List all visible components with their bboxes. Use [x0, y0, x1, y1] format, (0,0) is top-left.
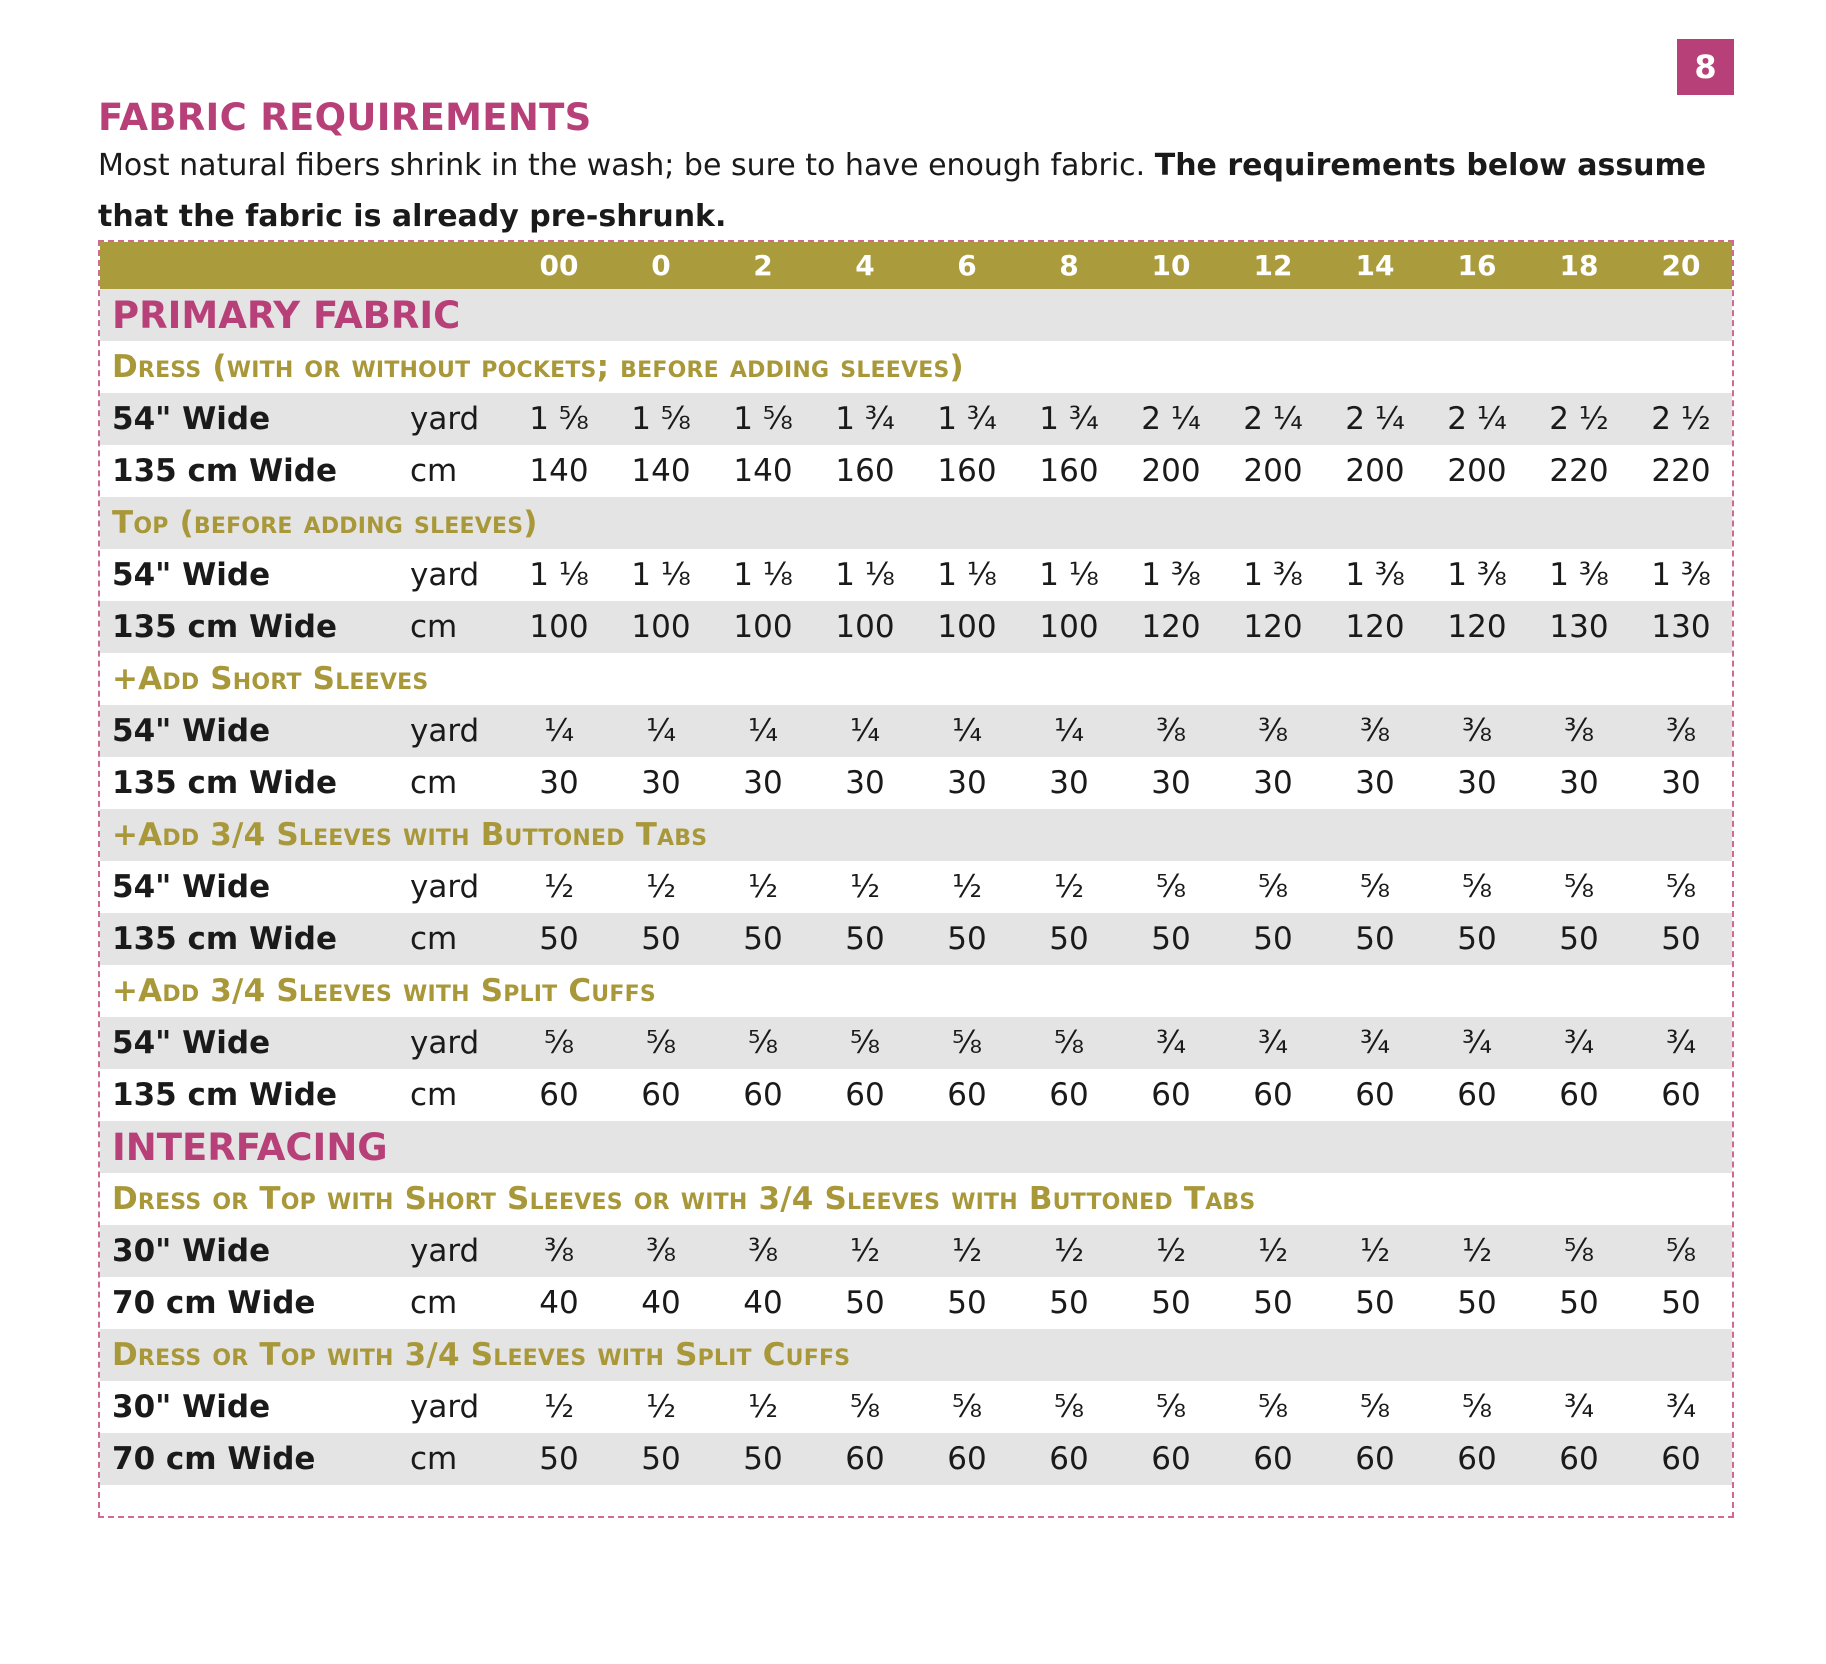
group-header-row	[100, 341, 1732, 393]
amount-cell-size-8: 50	[1049, 1285, 1089, 1321]
width-label: 30" Wide	[112, 1389, 271, 1425]
page-number: 8	[1677, 39, 1734, 95]
unit-label: cm	[410, 765, 458, 801]
amount-cell-size-00: 30	[539, 765, 579, 801]
amount-cell-size-6: 60	[947, 1441, 987, 1477]
amount-cell-size-10: ⅝	[1155, 1389, 1187, 1425]
fabric-requirements-table	[98, 240, 1734, 1518]
width-label: 54" Wide	[112, 557, 271, 593]
amount-cell-size-20: 50	[1661, 1285, 1701, 1321]
amount-cell-size-6: 50	[947, 1285, 987, 1321]
amount-cell-size-12: 50	[1253, 921, 1293, 957]
amount-cell-size-20: 220	[1651, 453, 1711, 489]
amount-cell-size-12: 50	[1253, 1285, 1293, 1321]
amount-cell-size-0: 30	[641, 765, 681, 801]
amount-cell-size-00: 60	[539, 1077, 579, 1113]
amount-cell-size-00: 100	[529, 609, 589, 645]
amount-cell-size-6: 100	[937, 609, 997, 645]
amount-cell-size-2: 100	[733, 609, 793, 645]
table-row	[100, 1381, 1732, 1433]
amount-cell-size-4: ⅝	[849, 1389, 881, 1425]
amount-cell-size-16: 50	[1457, 921, 1497, 957]
amount-cell-size-10: 50	[1151, 1285, 1191, 1321]
table-row	[100, 601, 1732, 653]
intro-text: Most natural fibers shrink in the wash; be sure to have enough fabric.	[98, 148, 1155, 183]
section-header-row	[100, 1121, 1732, 1173]
unit-label: cm	[410, 921, 458, 957]
amount-cell-size-20: 50	[1661, 921, 1701, 957]
amount-cell-size-00: 1 ⅛	[529, 557, 589, 593]
amount-cell-size-8: ½	[1053, 1233, 1085, 1269]
amount-cell-size-0: 40	[641, 1285, 681, 1321]
width-label: 54" Wide	[112, 1025, 271, 1061]
amount-cell-size-16: 60	[1457, 1077, 1497, 1113]
group-title: Dress or Top with 3/4 Sleeves with Split Cuffs	[112, 1337, 851, 1373]
amount-cell-size-12: 120	[1243, 609, 1303, 645]
amount-cell-size-00: ⅜	[543, 1233, 575, 1269]
table-row	[100, 549, 1732, 601]
amount-cell-size-6: 60	[947, 1077, 987, 1113]
size-header-20: 20	[1661, 249, 1701, 282]
amount-cell-size-20: 60	[1661, 1441, 1701, 1477]
page-title: FABRIC REQUIREMENTS	[98, 96, 592, 139]
width-label: 54" Wide	[112, 401, 271, 437]
amount-cell-size-8: ½	[1053, 869, 1085, 905]
amount-cell-size-14: 120	[1345, 609, 1405, 645]
amount-cell-size-2: ⅜	[747, 1233, 779, 1269]
amount-cell-size-00: 40	[539, 1285, 579, 1321]
amount-cell-size-20: ⅝	[1665, 1233, 1697, 1269]
group-header-row	[100, 1173, 1732, 1225]
amount-cell-size-2: 60	[743, 1077, 783, 1113]
amount-cell-size-14: 30	[1355, 765, 1395, 801]
amount-cell-size-10: ⅝	[1155, 869, 1187, 905]
amount-cell-size-10: ¾	[1155, 1025, 1187, 1061]
amount-cell-size-0: 1 ⅛	[631, 557, 691, 593]
unit-label: yard	[410, 557, 480, 593]
amount-cell-size-2: ½	[747, 1389, 779, 1425]
amount-cell-size-2: 40	[743, 1285, 783, 1321]
amount-cell-size-4: 1 ⅛	[835, 557, 895, 593]
amount-cell-size-16: 200	[1447, 453, 1507, 489]
amount-cell-size-18: 1 ⅜	[1549, 557, 1609, 593]
size-header-18: 18	[1559, 249, 1599, 282]
amount-cell-size-18: 130	[1549, 609, 1609, 645]
amount-cell-size-8: ⅝	[1053, 1389, 1085, 1425]
amount-cell-size-12: 30	[1253, 765, 1293, 801]
amount-cell-size-20: ⅜	[1665, 713, 1697, 749]
amount-cell-size-2: ⅝	[747, 1025, 779, 1061]
amount-cell-size-10: 2 ¼	[1141, 401, 1201, 437]
unit-label: yard	[410, 401, 480, 437]
amount-cell-size-12: ⅜	[1257, 713, 1289, 749]
table-row	[100, 861, 1732, 913]
amount-cell-size-10: ½	[1155, 1233, 1187, 1269]
table-row	[100, 1277, 1732, 1329]
intro-paragraph	[98, 140, 1738, 242]
amount-cell-size-20: 2 ½	[1651, 401, 1711, 437]
amount-cell-size-14: ⅝	[1359, 869, 1391, 905]
table-row	[100, 913, 1732, 965]
amount-cell-size-4: ½	[849, 1233, 881, 1269]
size-header-10: 10	[1151, 249, 1191, 282]
amount-cell-size-0: ⅝	[645, 1025, 677, 1061]
amount-cell-size-14: 200	[1345, 453, 1405, 489]
unit-label: cm	[410, 609, 458, 645]
group-title: +Add 3/4 Sleeves with Split Cuffs	[112, 973, 656, 1009]
amount-cell-size-2: 140	[733, 453, 793, 489]
amount-cell-size-8: 50	[1049, 921, 1089, 957]
unit-label: cm	[410, 1077, 458, 1113]
section-title: PRIMARY FABRIC	[112, 293, 461, 337]
section-title: INTERFACING	[112, 1125, 388, 1169]
amount-cell-size-14: ⅜	[1359, 713, 1391, 749]
unit-label: yard	[410, 713, 480, 749]
amount-cell-size-00: 50	[539, 1441, 579, 1477]
amount-cell-size-8: 1 ⅛	[1039, 557, 1099, 593]
amount-cell-size-18: 30	[1559, 765, 1599, 801]
amount-cell-size-0: 100	[631, 609, 691, 645]
size-header-6: 6	[957, 249, 977, 282]
amount-cell-size-6: ⅝	[951, 1025, 983, 1061]
amount-cell-size-12: 60	[1253, 1077, 1293, 1113]
amount-cell-size-4: 30	[845, 765, 885, 801]
amount-cell-size-4: 60	[845, 1077, 885, 1113]
amount-cell-size-6: ½	[951, 869, 983, 905]
amount-cell-size-6: 50	[947, 921, 987, 957]
table-row	[100, 1069, 1732, 1121]
amount-cell-size-14: 2 ¼	[1345, 401, 1405, 437]
amount-cell-size-10: ⅜	[1155, 713, 1187, 749]
amount-cell-size-12: ⅝	[1257, 869, 1289, 905]
amount-cell-size-16: 50	[1457, 1285, 1497, 1321]
amount-cell-size-8: 100	[1039, 609, 1099, 645]
amount-cell-size-16: 30	[1457, 765, 1497, 801]
amount-cell-size-00: ¼	[543, 713, 575, 749]
amount-cell-size-10: 60	[1151, 1077, 1191, 1113]
amount-cell-size-12: 2 ¼	[1243, 401, 1303, 437]
amount-cell-size-18: 60	[1559, 1077, 1599, 1113]
amount-cell-size-00: 50	[539, 921, 579, 957]
amount-cell-size-6: ⅝	[951, 1389, 983, 1425]
amount-cell-size-4: 60	[845, 1441, 885, 1477]
amount-cell-size-14: ¾	[1359, 1025, 1391, 1061]
amount-cell-size-0: ½	[645, 1389, 677, 1425]
size-header-0: 0	[651, 249, 671, 282]
amount-cell-size-4: 100	[835, 609, 895, 645]
amount-cell-size-16: ½	[1461, 1233, 1493, 1269]
amount-cell-size-0: 50	[641, 1441, 681, 1477]
amount-cell-size-16: 1 ⅜	[1447, 557, 1507, 593]
amount-cell-size-0: ⅜	[645, 1233, 677, 1269]
amount-cell-size-0: 1 ⅝	[631, 401, 691, 437]
amount-cell-size-6: 1 ¾	[937, 401, 997, 437]
group-header-row	[100, 965, 1732, 1017]
amount-cell-size-00: 140	[529, 453, 589, 489]
width-label: 70 cm Wide	[112, 1441, 316, 1477]
amount-cell-size-10: 120	[1141, 609, 1201, 645]
amount-cell-size-8: 60	[1049, 1077, 1089, 1113]
amount-cell-size-6: 30	[947, 765, 987, 801]
amount-cell-size-14: 50	[1355, 1285, 1395, 1321]
amount-cell-size-20: ¾	[1665, 1025, 1697, 1061]
amount-cell-size-6: 160	[937, 453, 997, 489]
group-header-row	[100, 1329, 1732, 1381]
section-header-row	[100, 289, 1732, 341]
amount-cell-size-14: 50	[1355, 921, 1395, 957]
size-header-16: 16	[1457, 249, 1497, 282]
amount-cell-size-12: 1 ⅜	[1243, 557, 1303, 593]
header-label-cell	[100, 242, 400, 289]
amount-cell-size-4: ¼	[849, 713, 881, 749]
amount-cell-size-0: 60	[641, 1077, 681, 1113]
group-header-row	[100, 653, 1732, 705]
requirements-grid	[100, 242, 1732, 1485]
width-label: 70 cm Wide	[112, 1285, 316, 1321]
width-label: 54" Wide	[112, 869, 271, 905]
amount-cell-size-14: ⅝	[1359, 1389, 1391, 1425]
amount-cell-size-10: 1 ⅜	[1141, 557, 1201, 593]
amount-cell-size-18: ¾	[1563, 1389, 1595, 1425]
unit-label: yard	[410, 1025, 480, 1061]
amount-cell-size-8: 160	[1039, 453, 1099, 489]
amount-cell-size-6: 1 ⅛	[937, 557, 997, 593]
width-label: 54" Wide	[112, 713, 271, 749]
size-header-12: 12	[1253, 249, 1293, 282]
amount-cell-size-00: ½	[543, 1389, 575, 1425]
unit-label: cm	[410, 1285, 458, 1321]
group-title: +Add 3/4 Sleeves with Buttoned Tabs	[112, 817, 708, 853]
size-header-14: 14	[1355, 249, 1395, 282]
width-label: 135 cm Wide	[112, 921, 338, 957]
amount-cell-size-16: ⅜	[1461, 713, 1493, 749]
table-row	[100, 445, 1732, 497]
amount-cell-size-14: 60	[1355, 1441, 1395, 1477]
width-label: 30" Wide	[112, 1233, 271, 1269]
amount-cell-size-20: ⅝	[1665, 869, 1697, 905]
width-label: 135 cm Wide	[112, 453, 338, 489]
size-header-8: 8	[1059, 249, 1079, 282]
size-header-00: 00	[539, 249, 579, 282]
amount-cell-size-18: 2 ½	[1549, 401, 1609, 437]
width-label: 135 cm Wide	[112, 609, 338, 645]
amount-cell-size-18: ⅝	[1563, 869, 1595, 905]
amount-cell-size-4: ⅝	[849, 1025, 881, 1061]
amount-cell-size-8: 1 ¾	[1039, 401, 1099, 437]
amount-cell-size-18: 60	[1559, 1441, 1599, 1477]
header-unit-cell	[400, 242, 508, 289]
amount-cell-size-2: ½	[747, 869, 779, 905]
group-title: Dress or Top with Short Sleeves or with 3/4 Sleeves with Buttoned Tabs	[112, 1181, 1256, 1217]
table-row	[100, 393, 1732, 445]
amount-cell-size-0: 50	[641, 921, 681, 957]
amount-cell-size-6: ¼	[951, 713, 983, 749]
amount-cell-size-18: ⅜	[1563, 713, 1595, 749]
amount-cell-size-4: 160	[835, 453, 895, 489]
group-title: Dress (with or without pockets; before adding sleeves)	[112, 349, 964, 385]
amount-cell-size-4: 50	[845, 1285, 885, 1321]
amount-cell-size-2: 50	[743, 921, 783, 957]
table-row	[100, 757, 1732, 809]
table-row	[100, 1017, 1732, 1069]
unit-label: yard	[410, 869, 480, 905]
amount-cell-size-16: 120	[1447, 609, 1507, 645]
amount-cell-size-16: 2 ¼	[1447, 401, 1507, 437]
amount-cell-size-18: 50	[1559, 921, 1599, 957]
unit-label: yard	[410, 1233, 480, 1269]
group-header-row	[100, 809, 1732, 861]
amount-cell-size-2: ¼	[747, 713, 779, 749]
group-title: Top (before adding sleeves)	[112, 505, 538, 541]
amount-cell-size-2: 50	[743, 1441, 783, 1477]
table-row	[100, 1433, 1732, 1485]
amount-cell-size-18: 220	[1549, 453, 1609, 489]
amount-cell-size-16: ⅝	[1461, 1389, 1493, 1425]
amount-cell-size-20: 1 ⅜	[1651, 557, 1711, 593]
amount-cell-size-4: 1 ¾	[835, 401, 895, 437]
width-label: 135 cm Wide	[112, 1077, 338, 1113]
amount-cell-size-10: 60	[1151, 1441, 1191, 1477]
amount-cell-size-20: 130	[1651, 609, 1711, 645]
amount-cell-size-0: ½	[645, 869, 677, 905]
amount-cell-size-16: ⅝	[1461, 869, 1493, 905]
amount-cell-size-8: ¼	[1053, 713, 1085, 749]
amount-cell-size-12: ¾	[1257, 1025, 1289, 1061]
amount-cell-size-14: ½	[1359, 1233, 1391, 1269]
amount-cell-size-20: ¾	[1665, 1389, 1697, 1425]
amount-cell-size-8: 60	[1049, 1441, 1089, 1477]
amount-cell-size-18: 50	[1559, 1285, 1599, 1321]
table-row	[100, 1225, 1732, 1277]
unit-label: cm	[410, 453, 458, 489]
amount-cell-size-12: ⅝	[1257, 1389, 1289, 1425]
size-header-row	[100, 242, 1732, 289]
group-title: +Add Short Sleeves	[112, 661, 429, 697]
amount-cell-size-20: 30	[1661, 765, 1701, 801]
amount-cell-size-16: 60	[1457, 1441, 1497, 1477]
amount-cell-size-12: ½	[1257, 1233, 1289, 1269]
amount-cell-size-10: 200	[1141, 453, 1201, 489]
amount-cell-size-12: 60	[1253, 1441, 1293, 1477]
amount-cell-size-0: 140	[631, 453, 691, 489]
amount-cell-size-10: 30	[1151, 765, 1191, 801]
amount-cell-size-4: 50	[845, 921, 885, 957]
amount-cell-size-10: 50	[1151, 921, 1191, 957]
size-header-4: 4	[855, 249, 875, 282]
amount-cell-size-00: ½	[543, 869, 575, 905]
group-header-row	[100, 497, 1732, 549]
unit-label: yard	[410, 1389, 480, 1425]
amount-cell-size-00: 1 ⅝	[529, 401, 589, 437]
amount-cell-size-14: 1 ⅜	[1345, 557, 1405, 593]
amount-cell-size-20: 60	[1661, 1077, 1701, 1113]
size-header-2: 2	[753, 249, 773, 282]
amount-cell-size-6: ½	[951, 1233, 983, 1269]
amount-cell-size-14: 60	[1355, 1077, 1395, 1113]
amount-cell-size-16: ¾	[1461, 1025, 1493, 1061]
amount-cell-size-2: 1 ⅝	[733, 401, 793, 437]
amount-cell-size-0: ¼	[645, 713, 677, 749]
width-label: 135 cm Wide	[112, 765, 338, 801]
amount-cell-size-8: 30	[1049, 765, 1089, 801]
amount-cell-size-2: 30	[743, 765, 783, 801]
amount-cell-size-12: 200	[1243, 453, 1303, 489]
amount-cell-size-18: ⅝	[1563, 1233, 1595, 1269]
amount-cell-size-18: ¾	[1563, 1025, 1595, 1061]
amount-cell-size-2: 1 ⅛	[733, 557, 793, 593]
amount-cell-size-00: ⅝	[543, 1025, 575, 1061]
unit-label: cm	[410, 1441, 458, 1477]
table-row	[100, 705, 1732, 757]
intro-bold-text: The requirements below assume that the fabric is already pre-shrunk.	[98, 148, 1707, 234]
amount-cell-size-4: ½	[849, 869, 881, 905]
amount-cell-size-8: ⅝	[1053, 1025, 1085, 1061]
